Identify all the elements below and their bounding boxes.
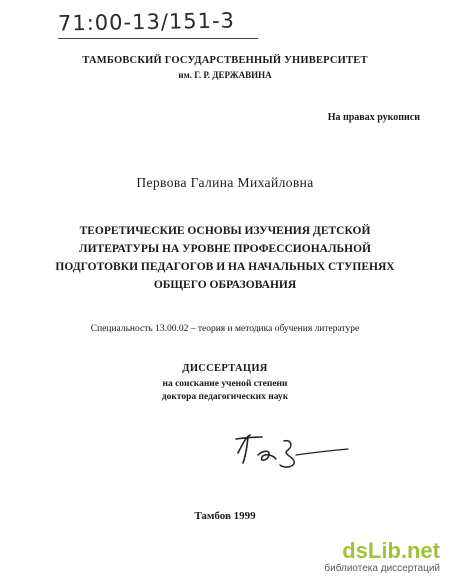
title-line: ЛИТЕРАТУРЫ НА УРОВНЕ ПРОФЕССИОНАЛЬНОЙ	[79, 243, 371, 255]
handwritten-signature	[232, 425, 352, 475]
dissertation-title	[40, 222, 410, 294]
watermark	[324, 539, 440, 574]
specialty-line: Специальность 13.00.02 – теория и методика обучения литературе	[90, 324, 360, 334]
manuscript-label: На правах рукописи	[327, 112, 420, 123]
city-year: Тамбов 1999	[194, 510, 256, 522]
watermark-logo: dsLib.net	[342, 538, 440, 563]
university-name: ТАМБОВСКИЙ ГОСУДАРСТВЕННЫЙ УНИВЕРСИТЕТ	[82, 55, 368, 66]
dissertation-degree: доктора педагогических наук	[161, 392, 289, 402]
watermark-subtitle: библиотека диссертаций	[324, 563, 440, 574]
dissertation-purpose: на соискание ученой степени	[162, 379, 288, 389]
handwritten-catalog-code: 71:00-13/151-3	[57, 8, 236, 36]
code-underline	[58, 38, 258, 39]
title-line: ПОДГОТОВКИ ПЕДАГОГОВ И НА НАЧАЛЬНЫХ СТУПЕНЯХ	[55, 261, 395, 273]
title-line: ТЕОРЕТИЧЕСКИЕ ОСНОВЫ ИЗУЧЕНИЯ ДЕТСКОЙ	[79, 225, 371, 237]
university-named-after: им. Г. Р. ДЕРЖАВИНА	[178, 70, 272, 80]
dissertation-label: ДИССЕРТАЦИЯ	[182, 363, 268, 374]
title-line: ОБЩЕГО ОБРАЗОВАНИЯ	[153, 279, 297, 291]
author-name: Первова Галина Михайловна	[136, 175, 314, 190]
